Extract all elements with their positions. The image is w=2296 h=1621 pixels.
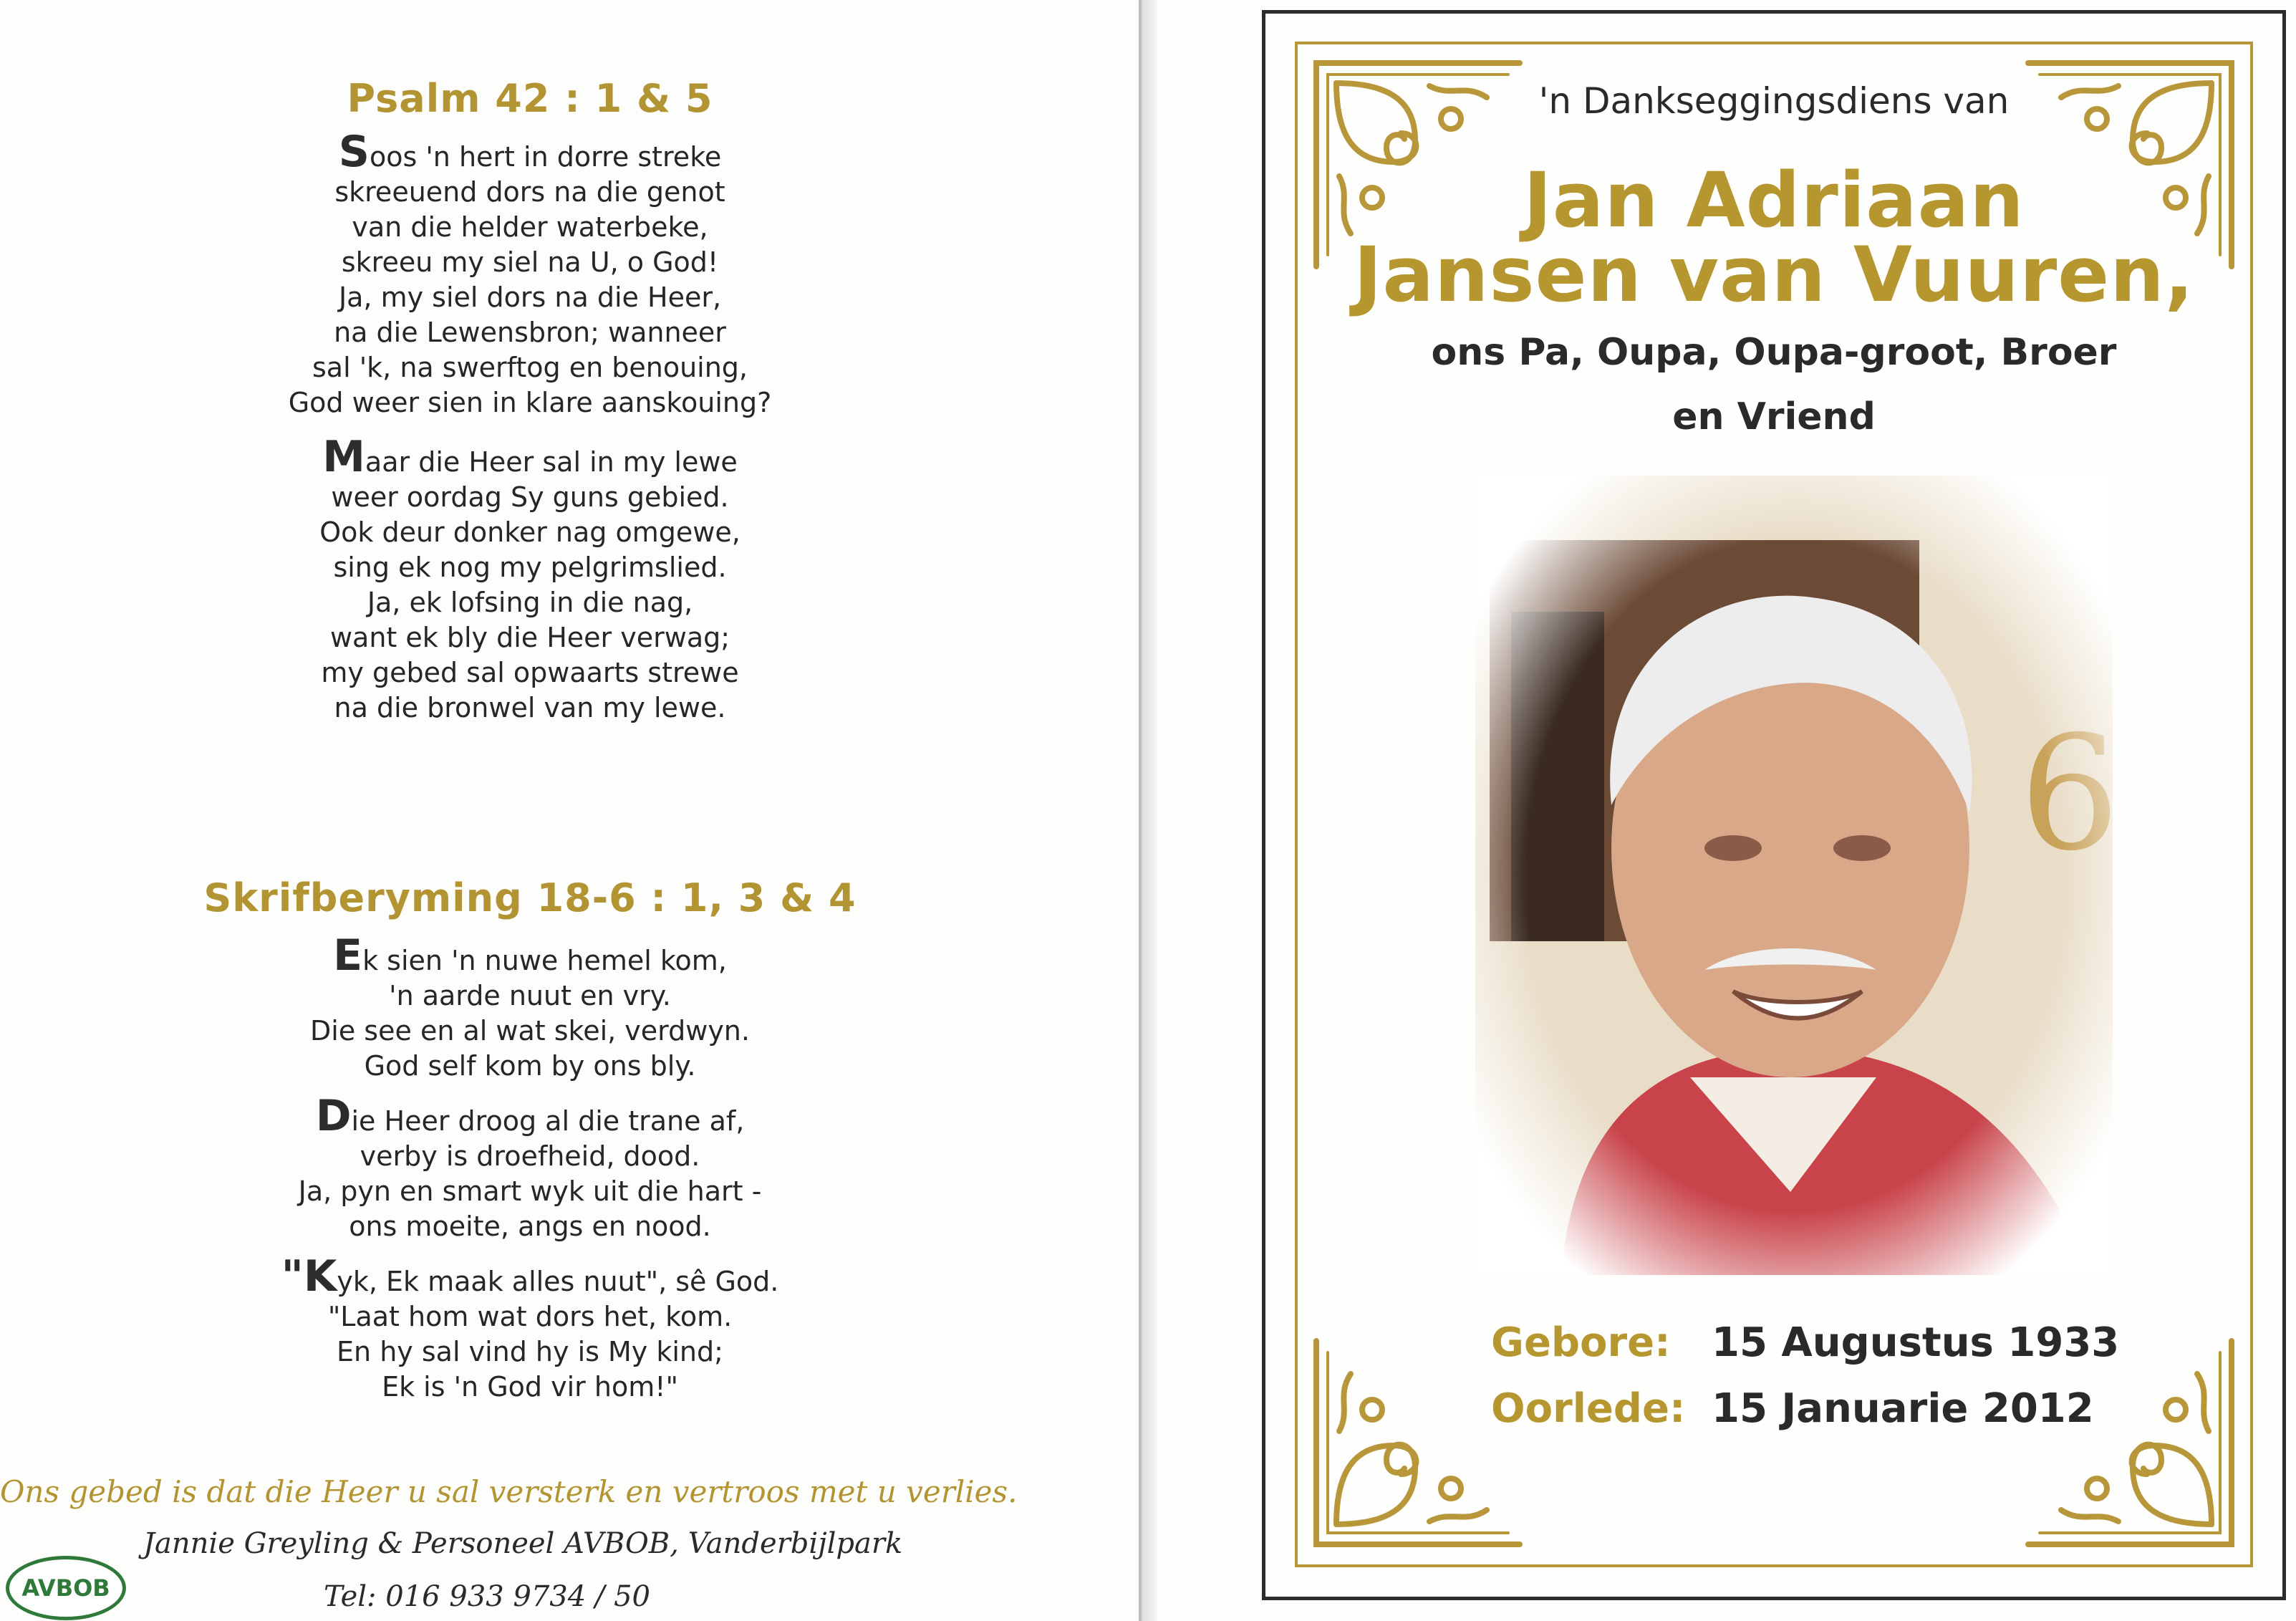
undertaker-line: Jannie Greyling & Personeel AVBOB, Vanderbijlpark — [143, 1527, 903, 1560]
verse-line: Ja, pyn en smart wyk uit die hart - — [298, 1175, 762, 1207]
portrait-photo — [1475, 476, 2113, 1275]
drop-cap: M — [322, 432, 365, 482]
verse-line: sing ek nog my pelgrimslied. — [333, 552, 727, 583]
died-label: Oorlede: — [1491, 1385, 1686, 1432]
verse-line: verby is droefheid, dood. — [360, 1140, 700, 1172]
portrait-image — [1475, 476, 2113, 1275]
skrif-stanza-1 — [0, 930, 1060, 1084]
verse-line: En hy sal vind hy is My kind; — [337, 1336, 723, 1367]
psalm-stanza-2 — [0, 432, 1060, 726]
verse-line: Die Heer droog al die trane af, — [315, 1091, 745, 1141]
avbob-logo-text: AVBOB — [21, 1574, 110, 1602]
deceased-name-line-1: Jan Adriaan — [1523, 156, 2025, 244]
skrif-stanza-2 — [0, 1091, 1060, 1244]
verse-line: Ja, my siel dors na die Heer, — [338, 282, 722, 313]
verse-line: Ook deur donker nag omgewe, — [319, 516, 741, 548]
verse-line: skreeuend dors na die genot — [334, 176, 725, 208]
verse-line: skreeu my siel na U, o God! — [341, 246, 719, 278]
verse-line: my gebed sal opwaarts strewe — [321, 657, 739, 688]
drop-cap: S — [338, 127, 370, 177]
verse-line: Soos 'n hert in dorre streke — [338, 127, 722, 177]
verse-line: want ek bly die Heer verwag; — [329, 622, 730, 653]
verse-line: Ek is 'n God vir hom!" — [382, 1371, 678, 1403]
avbob-logo — [6, 1556, 126, 1620]
drop-cap: "K — [281, 1251, 337, 1302]
verse-line: Die see en al wat skei, verdwyn. — [310, 1015, 750, 1047]
verse-line: na die bronwel van my lewe. — [334, 692, 726, 723]
skrifberyming-title: Skrifberyming 18-6 : 1, 3 & 4 — [203, 875, 857, 920]
drop-cap: E — [333, 930, 363, 981]
service-intro: 'n Dankseggingsdiens van — [1538, 80, 2010, 122]
verse-line: weer oordag Sy guns gebied. — [331, 481, 729, 513]
phone-line: Tel: 016 933 9734 / 50 — [324, 1580, 650, 1613]
died-date: 15 Januarie 2012 — [1712, 1385, 2094, 1432]
fold-shadow — [1142, 0, 1157, 1621]
psalm-title: Psalm 42 : 1 & 5 — [347, 76, 713, 121]
verse-line: na die Lewensbron; wanneer — [334, 317, 726, 348]
born-date: 15 Augustus 1933 — [1712, 1319, 2120, 1366]
verse-line: Ja, ek lofsing in die nag, — [367, 587, 693, 618]
skrif-stanza-3 — [0, 1251, 1060, 1405]
drop-cap: D — [315, 1091, 352, 1141]
verse-line: van die helder waterbeke, — [352, 211, 708, 243]
psalm-stanza-1 — [0, 127, 1060, 420]
left-page — [0, 0, 1139, 1621]
verse-line: ons moeite, angs en nood. — [349, 1211, 711, 1242]
ornament-bottom-right-icon — [2025, 1338, 2240, 1553]
verse-line: "Kyk, Ek maak alles nuut", sê God. — [281, 1251, 779, 1302]
verse-line: God weer sien in klare aanskouing? — [288, 387, 772, 418]
prayer-text: Ons gebed is dat die Heer u sal versterk en vertroos met u verlies. — [0, 1474, 1018, 1509]
verse-line: Maar die Heer sal in my lewe — [322, 432, 738, 482]
verse-line: God self kom by ons bly. — [364, 1050, 696, 1082]
verse-line: "Laat hom wat dors het, kom. — [327, 1301, 733, 1332]
deceased-name-line-2: Jansen van Vuuren, — [1354, 231, 2194, 319]
verse-line: sal 'k, na swerftog en benouing, — [312, 352, 748, 383]
ornament-bottom-left-icon — [1308, 1338, 1523, 1553]
born-label: Gebore: — [1491, 1319, 1671, 1366]
relation-line-2: en Vriend — [1672, 395, 1876, 438]
relation-line-1: ons Pa, Oupa, Oupa-groot, Broer — [1431, 331, 2117, 374]
verse-line: Ek sien 'n nuwe hemel kom, — [333, 930, 727, 981]
verse-line: 'n aarde nuut en vry. — [389, 980, 671, 1011]
